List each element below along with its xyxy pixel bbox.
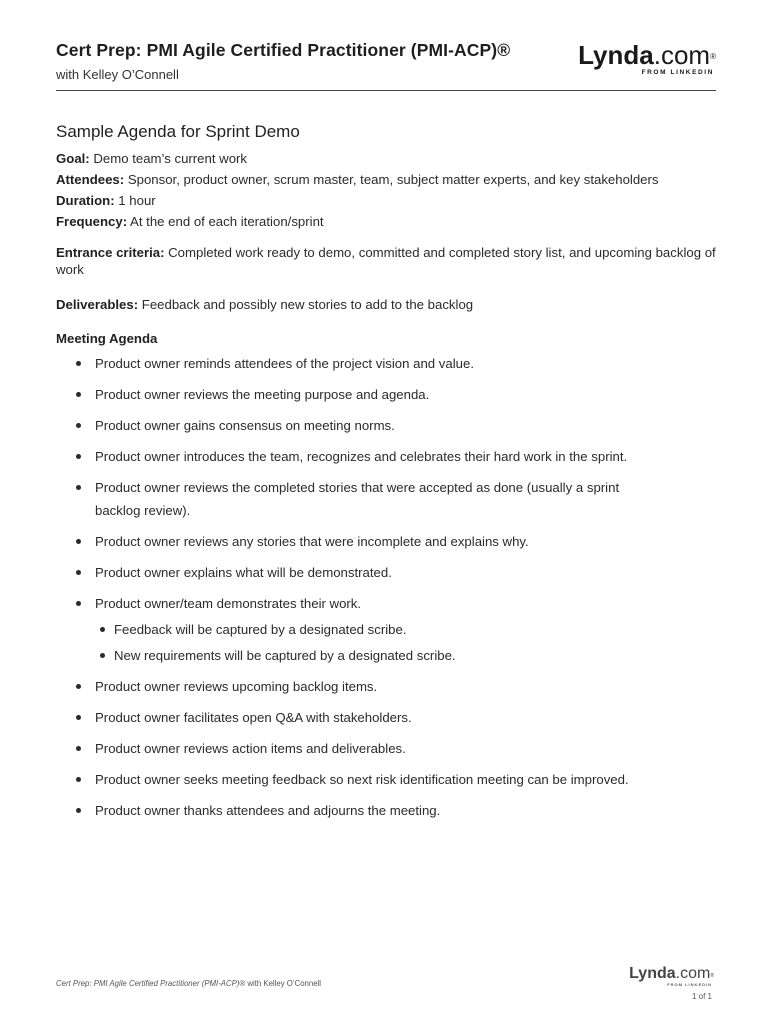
bullet-icon	[76, 454, 81, 459]
agenda-item-text: Product owner facilitates open Q&A with stakeholders.	[95, 710, 412, 725]
bullet-icon	[76, 392, 81, 397]
entrance-label: Entrance criteria:	[56, 245, 165, 260]
attendees-value: Sponsor, product owner, scrum master, team, subject matter experts, and key stakeholders	[124, 172, 659, 187]
footer-course-title: Cert Prep: PMI Agile Certified Practitioner (PMI-ACP)®	[56, 979, 246, 988]
footer-logo-tld: .com	[675, 965, 711, 982]
agenda-item	[56, 737, 716, 760]
agenda-item	[56, 352, 716, 375]
agenda-item	[56, 445, 716, 468]
duration-value: 1 hour	[114, 193, 156, 208]
agenda-item-text: Product owner reminds attendees of the project vision and value.	[95, 356, 474, 371]
logo-subtitle: FROM LINKEDIN	[641, 69, 714, 76]
footer-course-line	[56, 979, 321, 988]
logo-registered-mark: ®	[710, 52, 716, 61]
agenda-sub-list	[95, 618, 716, 667]
deliverables-line	[56, 296, 716, 313]
meeting-agenda-heading: Meeting Agenda	[56, 331, 158, 346]
deliverables-label: Deliverables:	[56, 297, 139, 312]
document-body	[56, 122, 716, 830]
agenda-list	[56, 352, 716, 822]
agenda-item	[56, 675, 716, 698]
logo-wordmark	[576, 40, 716, 70]
agenda-item	[56, 383, 716, 406]
entrance-criteria-line	[56, 244, 716, 278]
footer-lynda-logo	[614, 965, 714, 987]
footer-logo-brand: Lynda	[629, 965, 676, 982]
footer-logo-registered-mark: ®	[710, 973, 714, 979]
bullet-icon	[76, 684, 81, 689]
frequency-label: Frequency:	[56, 214, 128, 229]
footer-logo-wordmark	[614, 965, 714, 983]
agenda-sub-item-text: Feedback will be captured by a designated scribe.	[114, 622, 407, 637]
bullet-icon	[76, 715, 81, 720]
footer-logo-subtitle: FROM LINKEDIN	[667, 982, 712, 987]
bullet-icon	[76, 570, 81, 575]
bullet-icon	[76, 485, 81, 490]
agenda-item	[56, 592, 716, 667]
agenda-item-text: Product owner reviews the meeting purpose and agenda.	[95, 387, 430, 402]
agenda-item-text: Product owner reviews any stories that were incomplete and explains why.	[95, 534, 529, 549]
agenda-item-text: Product owner reviews the completed stories that were accepted as done (usually a sprint backlog review).	[95, 480, 620, 518]
bullet-icon	[76, 746, 81, 751]
page-header	[56, 40, 716, 91]
agenda-item	[56, 561, 716, 584]
agenda-item-text: Product owner introduces the team, recognizes and celebrates their hard work in the sprint.	[95, 449, 628, 464]
frequency-line	[56, 211, 716, 232]
frequency-value: At the end of each iteration/sprint	[127, 214, 324, 229]
agenda-item	[56, 476, 716, 522]
goal-line	[56, 148, 716, 169]
bullet-icon	[76, 423, 81, 428]
instructor-name: with Kelley O’Connell	[56, 67, 179, 82]
bullet-icon	[76, 777, 81, 782]
bullet-icon	[100, 653, 105, 658]
agenda-item-text: Product owner reviews upcoming backlog items.	[95, 679, 378, 694]
attendees-label: Attendees:	[56, 172, 125, 187]
agenda-item	[56, 414, 716, 437]
bullet-icon	[100, 627, 105, 632]
agenda-item-text: Product owner gains consensus on meeting norms.	[95, 418, 395, 433]
logo-tld: .com	[653, 40, 711, 70]
agenda-item	[56, 706, 716, 729]
duration-label: Duration:	[56, 193, 115, 208]
agenda-item-text: Product owner seeks meeting feedback so next risk identification meeting can be improved.	[95, 772, 629, 787]
bullet-icon	[76, 601, 81, 606]
deliverables-value: Feedback and possibly new stories to add to the backlog	[138, 297, 474, 312]
entrance-value: Completed work ready to demo, committed and completed story list, and upcoming backlog of work	[56, 245, 716, 277]
duration-line	[56, 190, 716, 211]
page-number: 1 of 1	[691, 992, 712, 1001]
agenda-sub-item-text: New requirements will be captured by a designated scribe.	[114, 648, 456, 663]
bullet-icon	[76, 808, 81, 813]
attendees-line	[56, 169, 716, 190]
agenda-sub-item	[95, 644, 716, 667]
goal-label: Goal:	[56, 151, 90, 166]
agenda-item-text: Product owner/team demonstrates their work.	[95, 596, 362, 611]
goal-value: Demo team’s current work	[89, 151, 248, 166]
document-title: Sample Agenda for Sprint Demo	[56, 122, 300, 141]
agenda-sub-item	[95, 618, 716, 641]
lynda-logo	[576, 40, 716, 80]
bullet-icon	[76, 539, 81, 544]
footer-instructor: with Kelley O’Connell	[245, 979, 322, 988]
course-title: Cert Prep: PMI Agile Certified Practitioner (PMI-ACP)®	[56, 40, 511, 60]
logo-brand: Lynda	[578, 40, 654, 70]
bullet-icon	[76, 361, 81, 366]
agenda-item-text: Product owner explains what will be demonstrated.	[95, 565, 392, 580]
agenda-item	[56, 768, 716, 791]
agenda-item	[56, 799, 716, 822]
agenda-item	[56, 530, 716, 553]
agenda-item-text: Product owner reviews action items and deliverables.	[95, 741, 406, 756]
agenda-item-text: Product owner thanks attendees and adjourns the meeting.	[95, 803, 441, 818]
